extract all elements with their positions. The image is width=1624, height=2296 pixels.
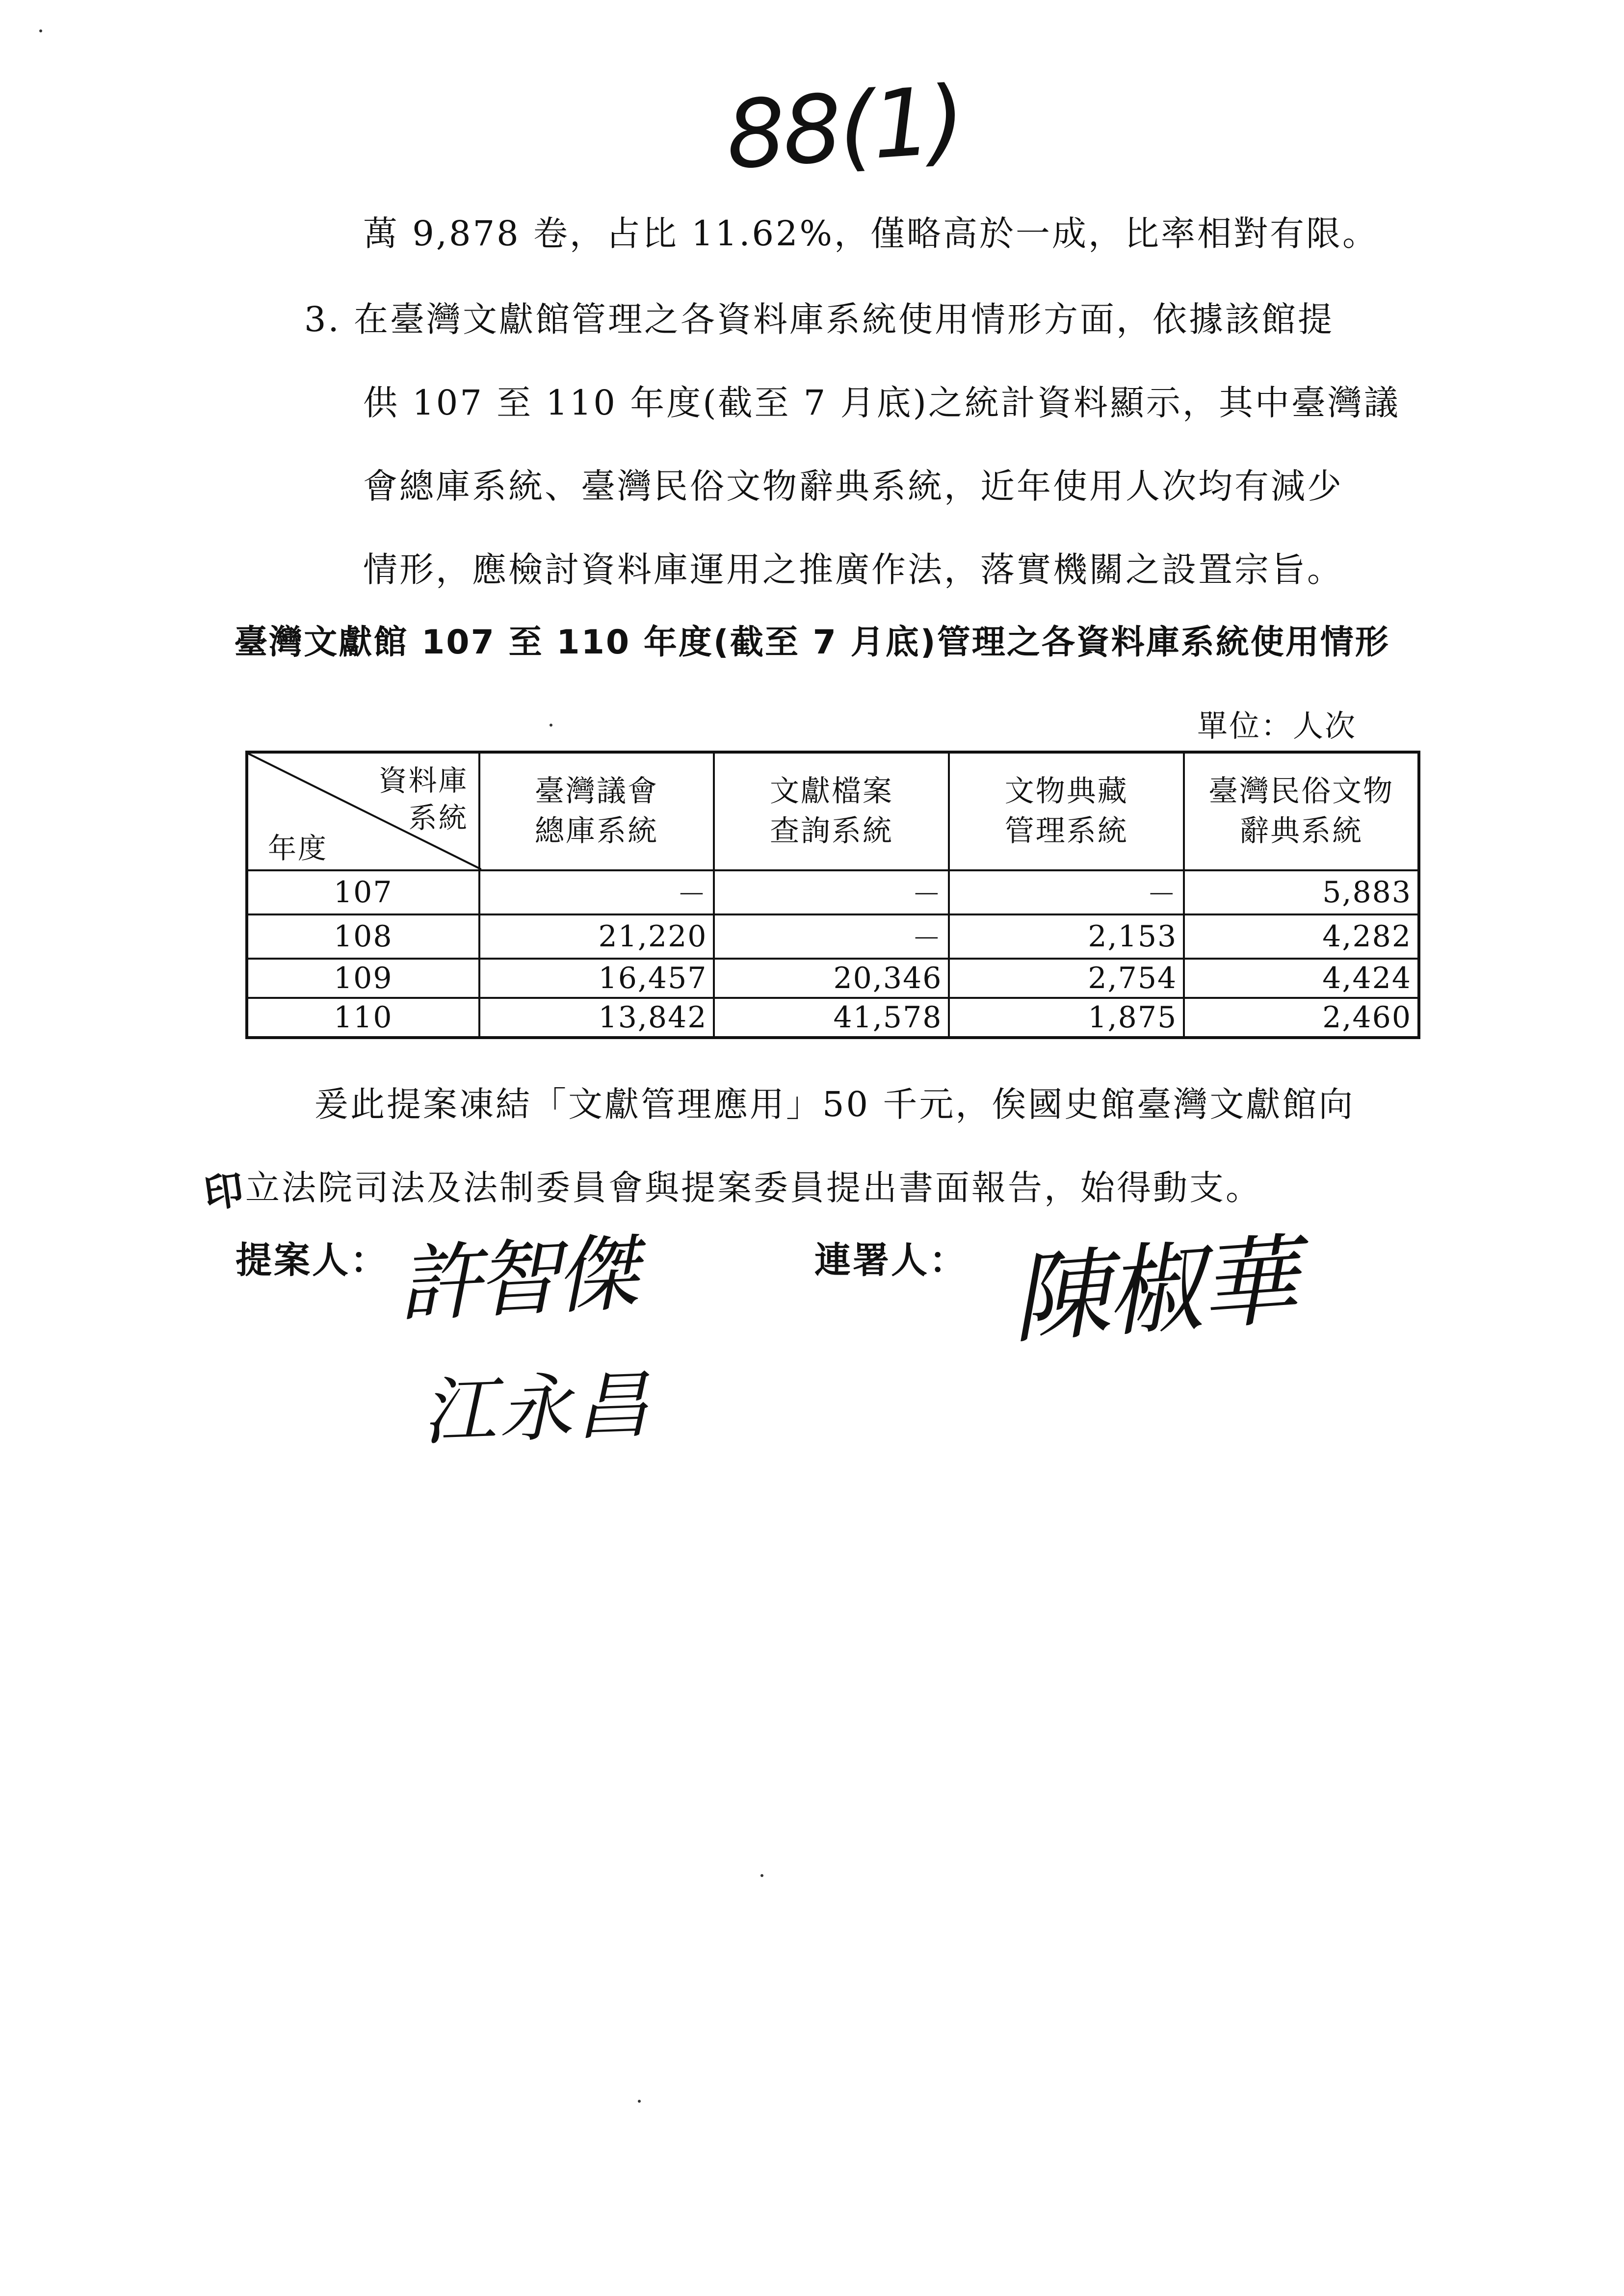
value-cell: 5,883 (1184, 870, 1419, 914)
closing-line-1: 爰此提案凍結「文獻管理應用」50 千元，俟國史館臺灣文獻館向 (314, 1084, 1355, 1124)
scan-speck (550, 724, 552, 727)
value-cell: － (949, 870, 1184, 914)
value-cell: － (714, 870, 949, 914)
column-header-line: 查詢系統 (769, 814, 893, 848)
corner-label-year: 年度 (268, 831, 328, 865)
value-cell: － (479, 870, 714, 914)
value-cell: － (714, 914, 949, 959)
value-cell: 16,457 (479, 959, 714, 998)
item3-line-1: 3. 在臺灣文獻館管理之各資料庫系統使用情形方面，依據該館提 (304, 299, 1335, 339)
scan-speck (39, 29, 42, 32)
proposer-signature: 許智傑 (395, 1225, 636, 1334)
value-cell: 1,875 (949, 998, 1184, 1038)
scan-speck (760, 1874, 763, 1877)
value-cell: 13,842 (479, 998, 714, 1038)
page-number-handwritten: 88(1) (722, 65, 966, 190)
table-row (247, 998, 1419, 1038)
closing-line-2: 立法院司法及法制委員會與提案委員提出書面報告，始得動支。 (245, 1168, 1262, 1208)
cosigner-signature: 陳椒華 (1007, 1224, 1298, 1357)
table-caption: 臺灣文獻館 107 至 110 年度(截至 7 月底)管理之各資料庫系統使用情形 (234, 623, 1390, 662)
proposer-signature: 江永昌 (420, 1362, 654, 1456)
column-header-line: 辭典系統 (1239, 814, 1363, 848)
value-cell: 20,346 (714, 959, 949, 998)
column-header-line: 文獻檔案 (769, 774, 893, 809)
proposer-label: 提案人： (236, 1239, 389, 1281)
margin-mark: 印 (201, 1166, 247, 1218)
year-cell: 110 (247, 998, 479, 1038)
value-cell: 4,424 (1184, 959, 1419, 998)
year-cell: 109 (247, 959, 479, 998)
item3-line-2: 供 107 至 110 年度(截至 7 月底)之統計資料顯示，其中臺灣議 (363, 383, 1400, 423)
year-cell: 107 (247, 870, 479, 914)
year-cell: 108 (247, 914, 479, 959)
column-header (949, 752, 1184, 870)
column-header-line: 文物典藏 (1004, 774, 1128, 809)
cosigner-label: 連署人： (814, 1239, 968, 1281)
table-row (247, 870, 1419, 914)
table-row (247, 914, 1419, 959)
corner-label-database: 資料庫 (378, 764, 469, 797)
value-cell: 4,282 (1184, 914, 1419, 959)
value-cell: 2,460 (1184, 998, 1419, 1038)
item3-line-4: 情形，應檢討資料庫運用之推廣作法，落實機關之設置宗旨。 (363, 549, 1343, 590)
item3-line-3: 會總庫系統、臺灣民俗文物辭典系統，近年使用人次均有減少 (363, 466, 1343, 506)
column-header (1184, 752, 1419, 870)
table-corner-cell (247, 752, 479, 870)
value-cell: 41,578 (714, 998, 949, 1038)
value-cell: 2,153 (949, 914, 1184, 959)
column-header (479, 752, 714, 870)
table-row (247, 959, 1419, 998)
table-header-row (247, 752, 1419, 870)
scan-speck (638, 2100, 641, 2103)
column-header-line: 管理系統 (1004, 814, 1128, 848)
usage-table (245, 751, 1420, 1039)
column-header (714, 752, 949, 870)
column-header-line: 臺灣民俗文物 (1208, 774, 1394, 809)
value-cell: 2,754 (949, 959, 1184, 998)
paragraph-continuation: 萬 9,878 卷，占比 11.62%，僅略高於一成，比率相對有限。 (363, 213, 1379, 254)
column-header-line: 臺灣議會 (534, 774, 658, 809)
table-unit: 單位：人次 (1197, 708, 1357, 744)
corner-label-system: 系統 (408, 801, 469, 835)
value-cell: 21,220 (479, 914, 714, 959)
column-header-line: 總庫系統 (534, 814, 658, 848)
